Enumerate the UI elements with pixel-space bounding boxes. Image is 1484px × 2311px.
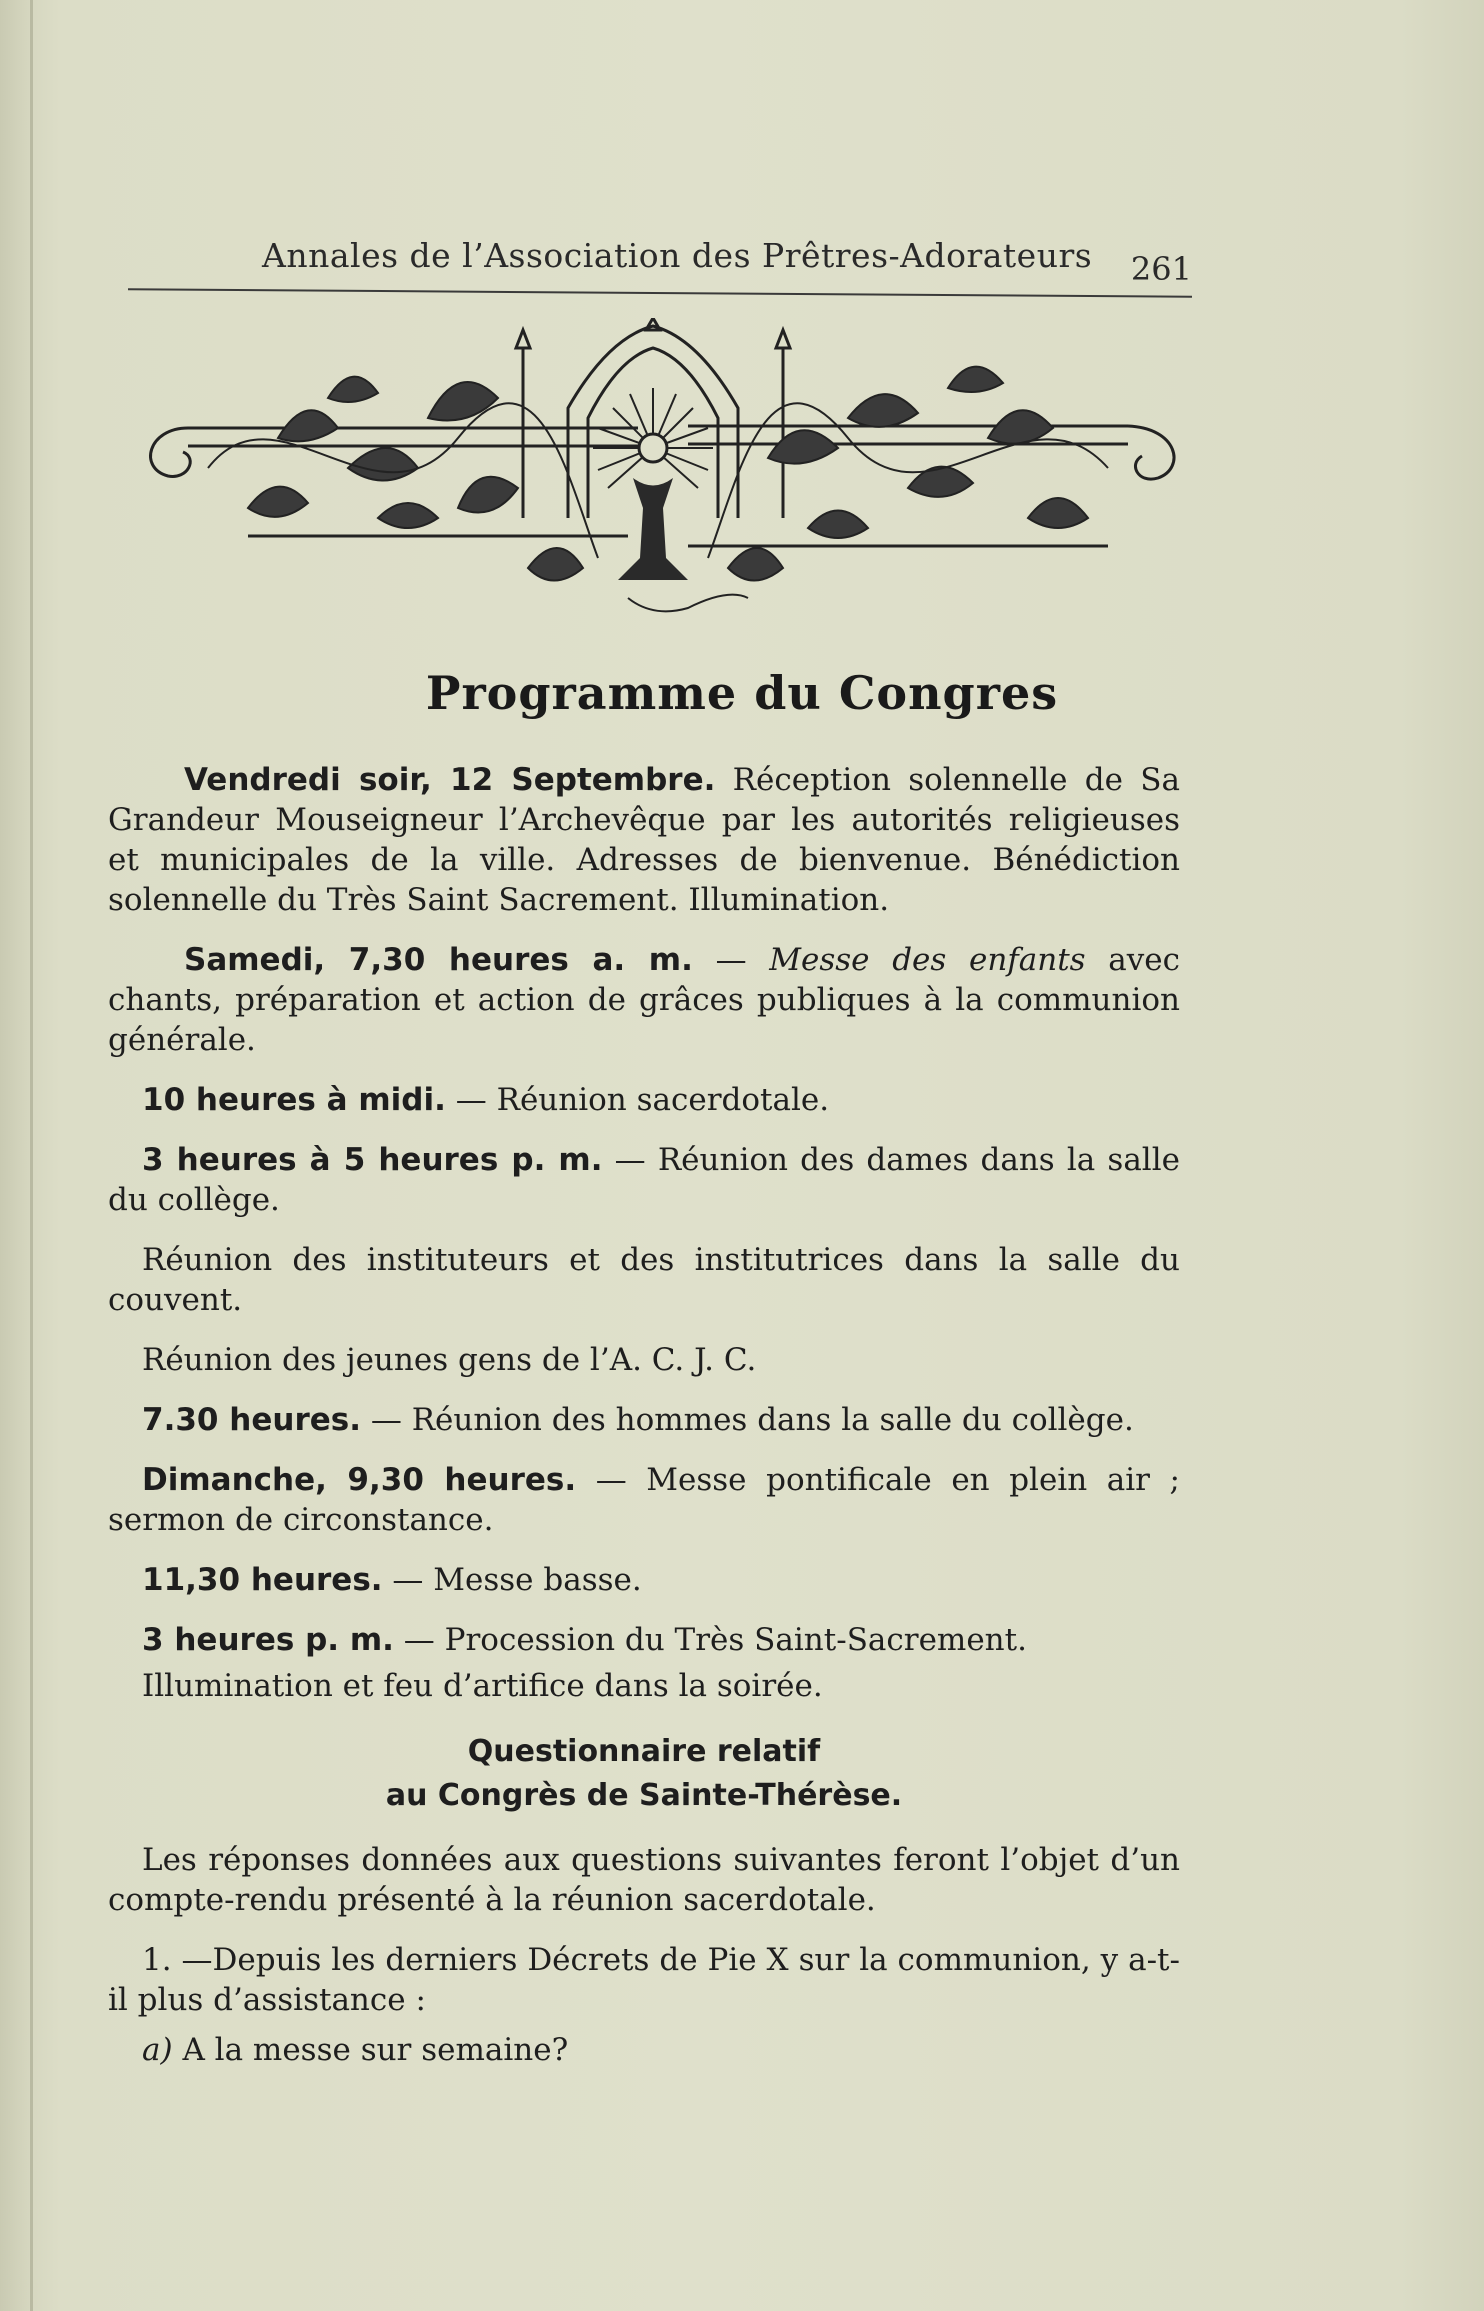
program-item-text: — Procession du Très Saint-Sacrement. xyxy=(393,1622,1027,1658)
program-item-text: Réunion des jeunes gens de l’A. C. J. C. xyxy=(142,1342,757,1378)
program-item-text: avec chants, préparation et action de grâces publiques à la communion générale. xyxy=(108,942,1181,1058)
program-item-text: Illumination et feu d’artifice dans la soirée. xyxy=(142,1668,823,1704)
question-1a-text: A la messe sur semaine? xyxy=(182,2032,569,2068)
program-item-7h30 xyxy=(108,1400,1180,1440)
question-1a xyxy=(108,2030,1180,2070)
questionnaire-intro: Les réponses données aux questions suivantes feront l’objet d’un compte-rendu présenté à la réunion sacerdotale. xyxy=(108,1842,1180,1918)
program-item-illumination xyxy=(108,1666,1180,1706)
program-item-lead: 3 heures à 5 heures p. m. xyxy=(142,1142,603,1178)
monstrance-vine-ornament-icon xyxy=(128,318,1188,648)
program-item-lead: Vendredi soir, 12 Septembre. xyxy=(184,762,716,798)
program-item-lead: 3 heures p. m. xyxy=(142,1622,394,1658)
question-1a-label: a) xyxy=(142,2032,173,2068)
questionnaire-title-line2: au Congrès de Sainte-Thérèse. xyxy=(385,1778,903,1813)
running-header-title: Annales de l’Association des Prêtres-Adorateurs xyxy=(262,236,1093,275)
program-item-10h xyxy=(108,1080,1180,1120)
program-item-dash: — xyxy=(692,942,770,978)
programme-heading: Programme du Congres xyxy=(425,666,1059,720)
program-item-lead: 10 heures à midi. xyxy=(142,1082,446,1118)
program-item-italic: Messe des enfants xyxy=(769,942,1086,978)
program-item-lead: Dimanche, 9,30 heures. xyxy=(142,1462,577,1498)
header-rule xyxy=(128,288,1192,297)
program-item-jeunes-gens xyxy=(108,1340,1180,1380)
program-item-text: — Messe basse. xyxy=(382,1562,642,1598)
program-item-procession xyxy=(108,1620,1180,1660)
program-item-lead: 11,30 heures. xyxy=(142,1562,383,1598)
program-item-text: — Réunion des hommes dans la salle du collège. xyxy=(360,1402,1134,1438)
program-item-text: — Messe pontificale en plein air ; sermon de circonstance. xyxy=(108,1462,1181,1538)
questionnaire-title-line1: Questionnaire relatif xyxy=(467,1734,821,1769)
program-item-friday xyxy=(108,760,1180,920)
program-item-text: — Réunion sacerdotale. xyxy=(445,1082,830,1118)
questionnaire-heading xyxy=(108,1730,1180,1818)
document-body xyxy=(108,760,1180,2090)
running-header xyxy=(128,228,1192,306)
program-item-saturday xyxy=(108,940,1180,1060)
program-item-text: Réunion des instituteurs et des institutrices dans la salle du couvent. xyxy=(108,1242,1180,1318)
program-item-sunday xyxy=(108,1460,1180,1540)
page-binding-edge xyxy=(30,0,33,2311)
question-1: 1. —Depuis les derniers Décrets de Pie X sur la communion, y a-t-il plus d’assistance : xyxy=(108,1942,1180,2018)
program-item-instituteurs xyxy=(108,1240,1180,1320)
program-item-text: Réception solennelle de Sa Grandeur Mouseigneur l’Archevêque par les autorités religieuses et municipales de la ville. Adresses de bienvenue. Bénédiction solennelle du Très Saint Sacrement. Illumination. xyxy=(108,762,1180,918)
page-number: 261 xyxy=(1130,250,1192,288)
program-item-lead: 7.30 heures. xyxy=(142,1402,361,1438)
program-item-3h xyxy=(108,1140,1180,1220)
program-item-11h30 xyxy=(108,1560,1180,1600)
program-item-text: — Réunion des dames dans la salle du collège. xyxy=(108,1142,1180,1218)
program-item-lead: Samedi, 7,30 heures a. m. xyxy=(184,942,693,978)
